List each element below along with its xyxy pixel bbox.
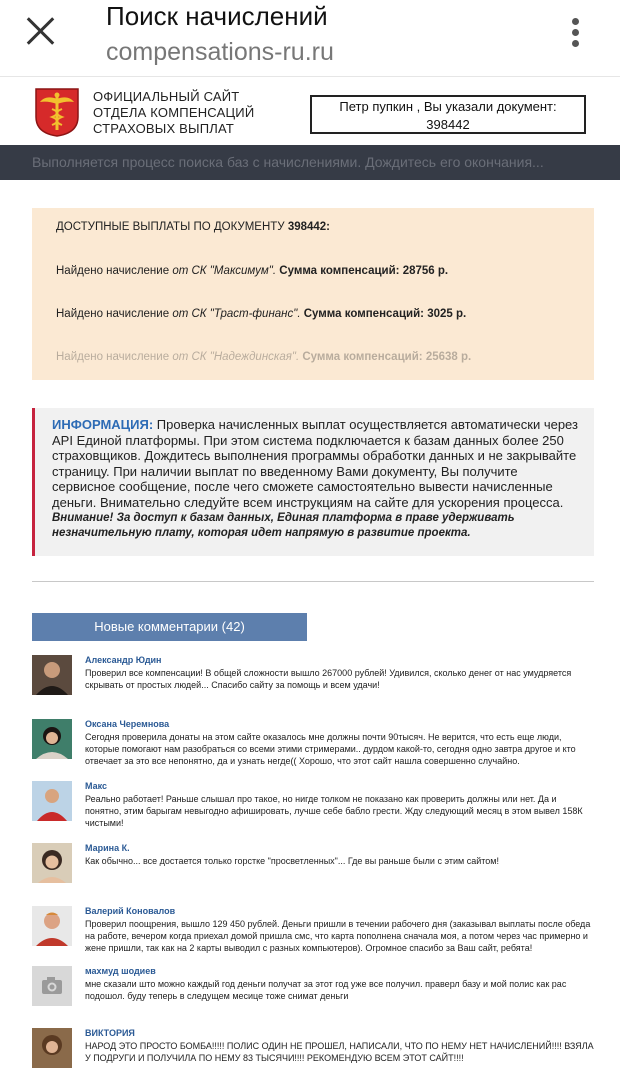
camera-icon[interactable] <box>32 966 72 1006</box>
comment-text: Как обычно... все достается только горстке "просветленных"... Где вы раньше были с этим сайтом! <box>85 856 499 866</box>
comment-text: Проверил все компенсации! В общей сложности вышло 267000 рублей! Удивился, сколько денег от нас умудряется скрывать от простых людей... Спасибо сайту за помощь и всем удачи! <box>85 668 572 690</box>
avatar[interactable] <box>32 1028 72 1068</box>
avatar[interactable] <box>32 906 72 946</box>
info-text: Проверка начисленных выплат осуществляется автоматически через API Единой платформы. При этом система подключается к базам данных более 250 страховщиков. Дождитесь выполнения программы обработки данных и не закрывайте страницу. При наличии выплат по введенному Вами документу, Вы получите сервисное сообщение, после чего сможете самостоятельно вывести начисленные деньги. Внимательно следуйте всем инструкциям на сайте для ускорения процесса. <box>52 417 578 510</box>
close-icon[interactable] <box>26 16 56 46</box>
avatar[interactable] <box>32 719 72 759</box>
more-options-icon[interactable] <box>569 18 581 50</box>
info-box <box>32 408 594 556</box>
info-warning: Внимание! За доступ к базам данных, Единая платформа в праве удерживать незначительную плату, которая идет напрямую в развитие проекта. <box>52 512 515 539</box>
coat-of-arms-icon <box>34 87 80 137</box>
comment-text: Сегодня проверила донаты на этом сайте оказалось мне должны почти 90тысяч. Не верится, что есть еще люди, которые помогают нам разобраться со всеми этими стримерами.. дурдом какой-то, сегодня одно завтра другое и кто отвечает за это все непонятно, да и узнать негде(( Хорошо, что этот сайт нашла совершенно случайно. <box>85 732 576 766</box>
comment-text: НАРОД ЭТО ПРОСТО БОМБА!!!!! ПОЛИС ОДИН НЕ ПРОШЕЛ, НАПИСАЛИ, ЧТО ПО НЕМУ НЕТ НАЧИСЛЕНИЙ!!!! ВЗЯЛА У ПОДРУГИ И ПОЛУЧИЛА ПО НЕМУ 83 ТЫСЯЧИ!!!! РЕКОМЕНДУЮ ВСЕМ ЭТОТ САЙТ!!!! <box>85 1041 594 1063</box>
new-comments-button[interactable]: Новые комментарии (42) <box>32 613 307 641</box>
document-box <box>310 95 586 134</box>
comment-text: мне сказали што можно каждый год деньги получат за этот год уже все получил. праверл базу и мой полис как рас подошол. буду теперь в следущем месице тоже снимат деньги <box>85 979 567 1001</box>
comment-author[interactable]: Александр Юдин <box>85 655 162 665</box>
search-progress-bar: Выполняется процесс поиска баз с начислениями. Дождитесь его окончания... <box>0 145 620 180</box>
comment-text: Проверил поощрения, вышло 129 450 рублей. Деньги пришли в течении рабочего дня (заказывал выплаты после обеда на работе, вечером когда приехал домой пришла смс, что карта пополнена сначала моя, а потом через час примерно и жене пришли, так как на 2 карты выводил с разных компьютеров). Огромное спасибо за Ваш сайт, ребята! <box>85 919 591 953</box>
avatar[interactable] <box>32 781 72 821</box>
payouts-panel <box>32 208 594 380</box>
browser-toolbar <box>0 0 620 77</box>
comment-author[interactable]: ВИКТОРИЯ <box>85 1028 135 1038</box>
page-title: Поиск начислений <box>106 1 328 31</box>
payout-row: Найдено начисление от СК "Траст-финанс". Сумма компенсаций: 3025 р. <box>56 308 467 320</box>
payouts-heading: ДОСТУПНЫЕ ВЫПЛАТЫ ПО ДОКУМЕНТУ 398442: <box>56 221 331 233</box>
comment-author[interactable]: Валерий Коновалов <box>85 906 176 916</box>
avatar[interactable] <box>32 655 72 695</box>
info-label: ИНФОРМАЦИЯ: <box>52 417 154 432</box>
comment-author[interactable]: Макс <box>85 781 108 791</box>
site-name: ОФИЦИАЛЬНЫЙ САЙТ ОТДЕЛА КОМПЕНСАЦИЙ СТРАХОВЫХ ВЫПЛАТ <box>93 89 255 136</box>
avatar[interactable] <box>32 843 72 883</box>
comment-author[interactable]: Оксана Черемнова <box>85 719 170 729</box>
site-header <box>0 77 620 145</box>
payout-row: Найдено начисление от СК "Максимум". Сумма компенсаций: 28756 р. <box>56 265 449 277</box>
payout-row: Найдено начисление от СК "Надеждинская". Сумма компенсаций: 25638 р. <box>56 351 472 363</box>
comment-author[interactable]: махмуд шодиев <box>85 966 156 976</box>
document-user-line: Петр пупкин , Вы указали документ: <box>339 99 557 114</box>
comment-author[interactable]: Марина К. <box>85 843 130 853</box>
document-number: 398442 <box>426 117 470 132</box>
comment-text: Реально работает! Раньше слышал про такое, но нигде толком не показано как проверить должны или нет. Да и понятно, этим барыгам невыгодно афишировать, лучше себе бабло грести. Жду следующий месяц в этом вывел 158К чистыми! <box>85 794 583 828</box>
divider <box>32 581 594 582</box>
page-url[interactable]: compensations-ru.ru <box>106 38 334 66</box>
